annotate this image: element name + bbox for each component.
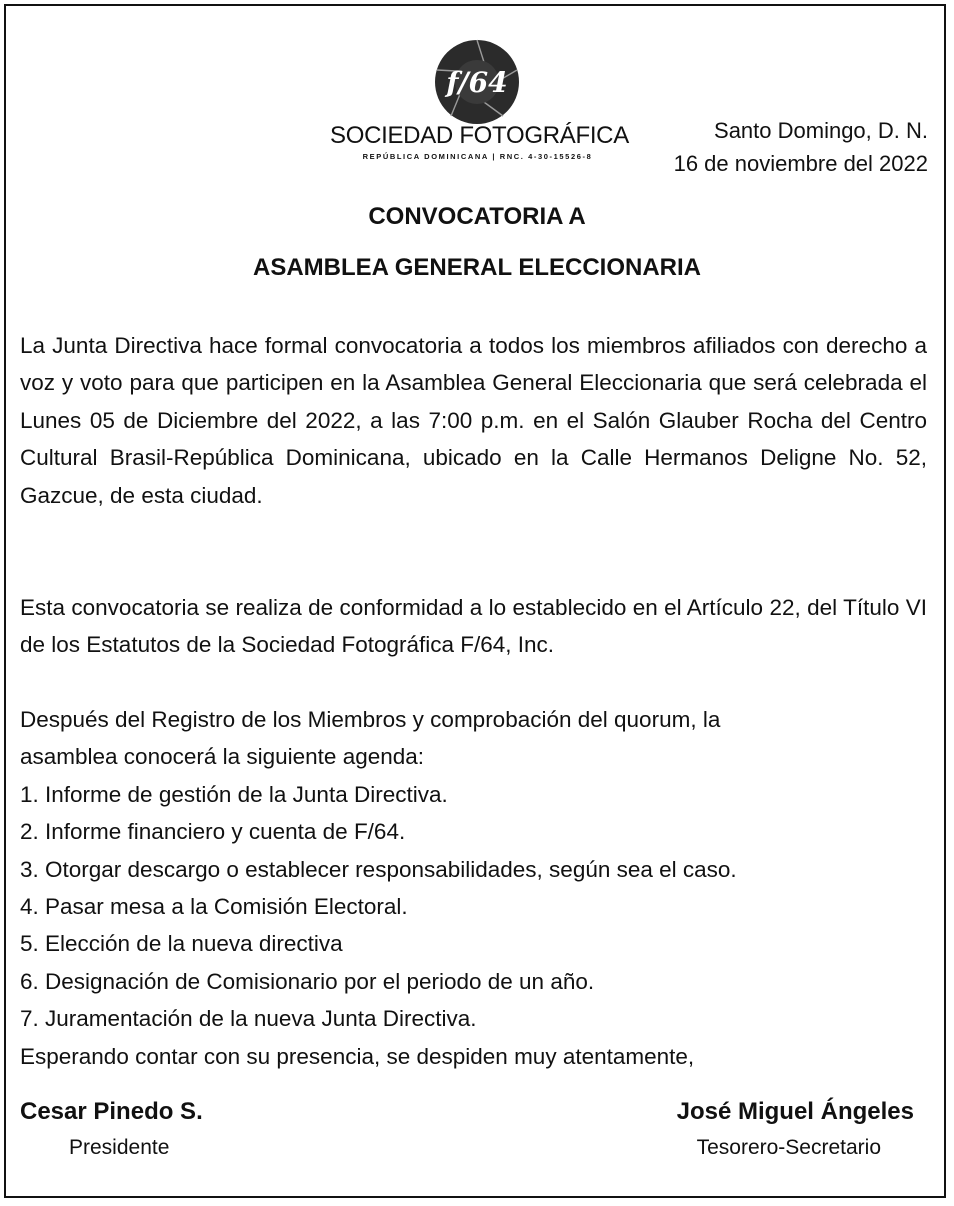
closing-line: Esperando contar con su presencia, se despiden muy atentamente, [20, 1043, 695, 1069]
agenda-intro-line-1: Después del Registro de los Miembros y comprobación del quorum, la [20, 707, 721, 732]
aperture-icon [433, 38, 521, 126]
signature-left-name: Cesar Pinedo S. [20, 1098, 203, 1125]
agenda-section [20, 701, 927, 1075]
paragraph-1: La Junta Directiva hace formal convocatoria a todos los miembros afiliados con derecho a voz y voto para que participen en la Asamblea General Eleccionaria que será celebrada el Lunes 05 de Diciembre del 2022, a las 7:00 p.m. en el Salón Glauber Rocha del Centro Cultural Brasil-República Dominicana, ubicado en la Calle Hermanos Deligne No. 52, Gazcue, de esta ciudad. [20, 333, 927, 508]
paragraph-2: Esta convocatoria se realiza de conformidad a lo establecido en el Artículo 22, del Título VI de los Estatutos de la Sociedad Fotográfica F/64, Inc. [20, 595, 927, 658]
agenda-item: 4. Pasar mesa a la Comisión Electoral. [20, 894, 408, 920]
title-line-1: CONVOCATORIA A [368, 203, 586, 230]
agenda-item: 3. Otorgar descargo o establecer responsabilidades, según sea el caso. [20, 856, 737, 882]
logo-mark-text: f/64 [446, 66, 508, 99]
agenda-intro-line-2: asamblea conocerá la siguiente agenda: [20, 744, 425, 770]
signature-right-role: Tesorero-Secretario [696, 1136, 881, 1159]
agenda-item: 6. Designación de Comisionario por el periodo de un año. [20, 968, 595, 994]
agenda-item: 7. Juramentación de la nueva Junta Directiva. [20, 1006, 477, 1032]
agenda-item: 1. Informe de gestión de la Junta Directiva. [20, 781, 448, 807]
signature-right-name: José Miguel Ángeles [676, 1098, 914, 1125]
date: 16 de noviembre del 2022 [673, 151, 928, 176]
signature-left-role: Presidente [69, 1136, 170, 1159]
logo-name: SOCIEDAD FOTOGRÁFICA [330, 122, 629, 149]
logo-subtitle: REPÚBLICA DOMINICANA | RNC. 4-30-15526-8 [362, 152, 593, 161]
agenda-item: 2. Informe financiero y cuenta de F/64. [20, 819, 406, 845]
sociedad-fotografica-logo [330, 38, 629, 170]
place-and-date [674, 114, 928, 180]
title-line-2: ASAMBLEA GENERAL ELECCIONARIA [252, 254, 702, 281]
agenda-item: 5. Elección de la nueva directiva [20, 931, 343, 957]
place: Santo Domingo, D. N. [714, 118, 928, 143]
